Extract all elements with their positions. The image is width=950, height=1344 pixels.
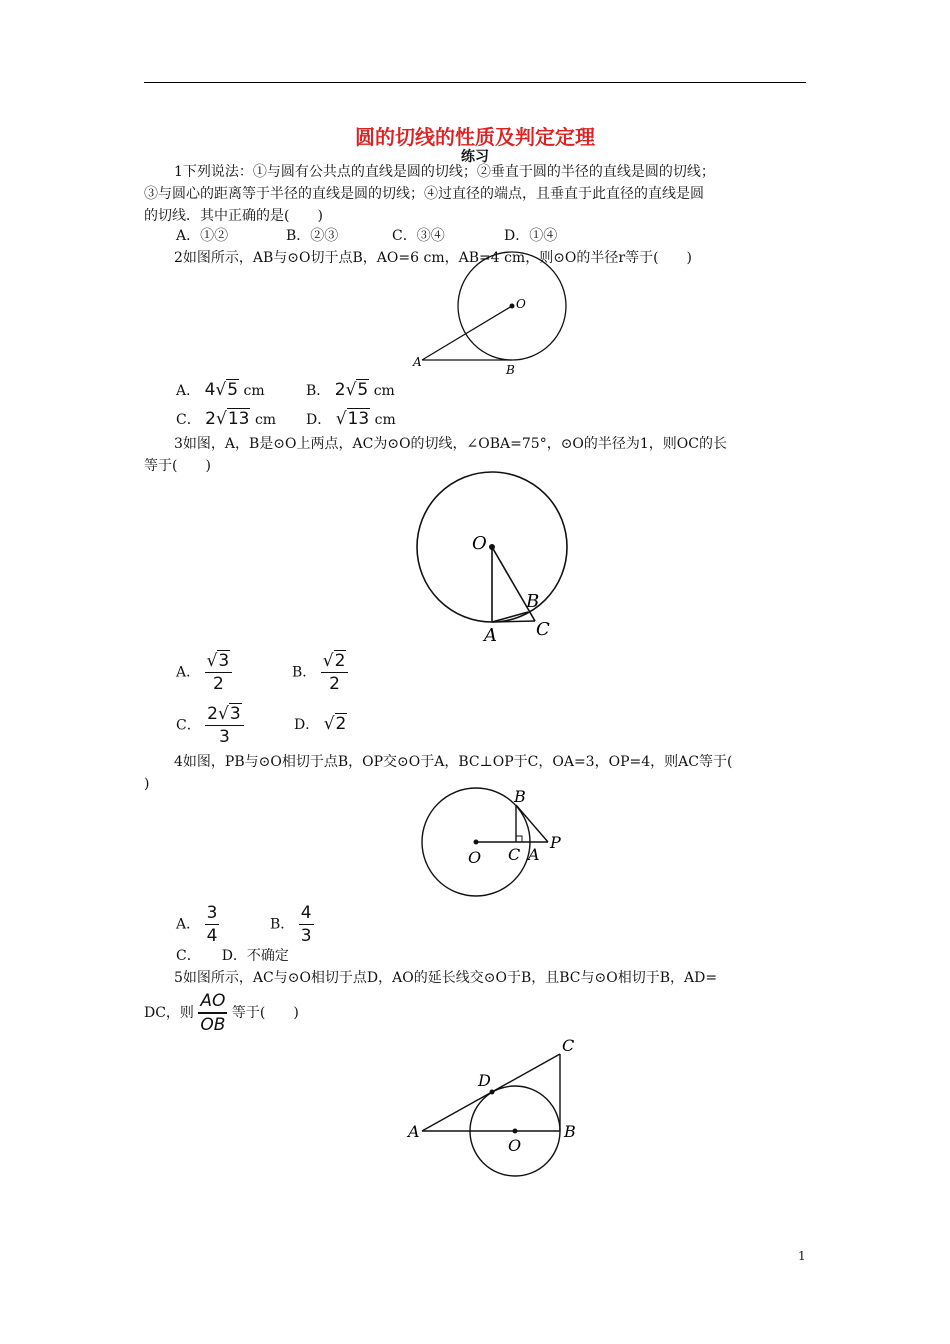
q2-figure [400,250,580,380]
q5-center-dot [513,1129,518,1134]
q3-label-c: C [536,619,550,640]
q5-label-b: B [564,1122,576,1141]
q4-center-dot [474,840,479,845]
q3-option-c: C． $\frac{2√3}{3}$ [176,703,244,748]
page-number: 1 [798,1249,806,1263]
q2-label-a: A [413,355,422,369]
q2-stem: 2如图所示，AB与⊙O切于点B，AO=6 cm，AB=4 cm，则⊙O的半径r等于( ) [174,250,693,266]
q5-stem-line-1: 5如图所示，AC与⊙O相切于点D，AO的延长线交⊙O于B，且BC与⊙O相切于B，AD= [174,970,718,986]
q3-option-d: D． √2 [294,714,347,734]
q4-label-o: O [468,848,482,867]
q4-label-a: A [528,845,540,864]
q5-label-o: O [508,1136,522,1155]
q3-segment-ac [492,621,535,622]
q1-option-c: C．③④ [392,228,445,244]
q1-option-b: B．②③ [286,228,339,244]
q4-label-b: B [514,787,526,806]
q5-label-a: A [408,1122,420,1141]
q5-tangent-point [490,1090,495,1095]
q4-option-cd: C． D．不确定 [176,948,289,964]
q4-stem-line-1: 4如图，PB与⊙O相切于点B，OP交⊙O于A，BC⊥OP于C，OA=3，OP=4，则AC等于( [174,754,733,770]
q1-option-a: A．①② [176,228,229,244]
q5-fraction: $\frac{AO}{OB}$ [200,991,226,1035]
q4-label-c: C [508,845,521,864]
q5-figure [400,1030,590,1185]
q1-line-1: 1下列说法：①与圆有公共点的直线是圆的切线；②垂直于圆的半径的直线是圆的切线； [174,164,715,180]
q3-option-b: B． $\frac{√2}{2}$ [292,650,348,695]
page-subtitle: 练习 [461,149,489,165]
page-title: 圆的切线的性质及判定定理 [355,125,595,149]
q3-option-a: A． $\frac{√3}{2}$ [176,650,232,695]
q4-label-p: P [550,833,561,852]
q5-label-d: D [478,1071,491,1090]
q3-option-c-fraction: $\frac{2√3}{3}$ [205,703,244,748]
q3-option-b-fraction: $\frac{√2}{2}$ [321,650,349,695]
q2-option-c: C． 2√13 cm [176,409,277,429]
q4-right-angle-mark [516,836,522,842]
q1-line-3: 的切线．其中正确的是( ) [144,208,323,224]
q3-center-dot [489,544,495,550]
q4-option-a: A． $\frac{3}{4}$ [176,903,218,947]
q4-option-b-fraction: $\frac{4}{3}$ [300,903,312,947]
q3-figure [400,465,585,650]
header-rule [144,82,806,83]
q3-label-a: A [484,625,497,646]
q3-label-o: O [472,533,487,554]
q2-option-a: A． 4√5 cm [176,380,265,400]
q2-option-d: D． √13 cm [306,409,396,429]
q1-option-d: D．①④ [504,228,558,244]
q3-stem-line-1: 3如图，A，B是⊙O上两点，AC为⊙O的切线，∠OBA=75°，⊙O的半径为1，则OC的长 [174,436,727,452]
q4-stem-line-2: ) [144,776,150,792]
q3-option-a-fraction: $\frac{√3}{2}$ [205,650,233,695]
q1-line-2: ③与圆心的距离等于半径的直线是圆的切线；④过直径的端点，且垂直于此直径的直线是圆 [144,186,704,202]
q4-option-b: B． $\frac{4}{3}$ [270,903,312,947]
q3-stem-line-2: 等于( ) [144,458,211,474]
q2-label-o: O [516,297,526,311]
q5-label-c: C [562,1036,575,1055]
q2-label-b: B [506,363,515,377]
q2-segment-ao [422,306,512,360]
q3-label-b: B [526,591,540,612]
q2-center-dot [510,304,515,309]
q4-option-a-fraction: $\frac{3}{4}$ [206,903,218,947]
q5-stem-line-2: DC，则 $\frac{AO}{OB}$ 等于( ) [144,991,299,1035]
q2-option-b: B． 2√5 cm [306,380,395,400]
q4-figure [410,785,570,905]
